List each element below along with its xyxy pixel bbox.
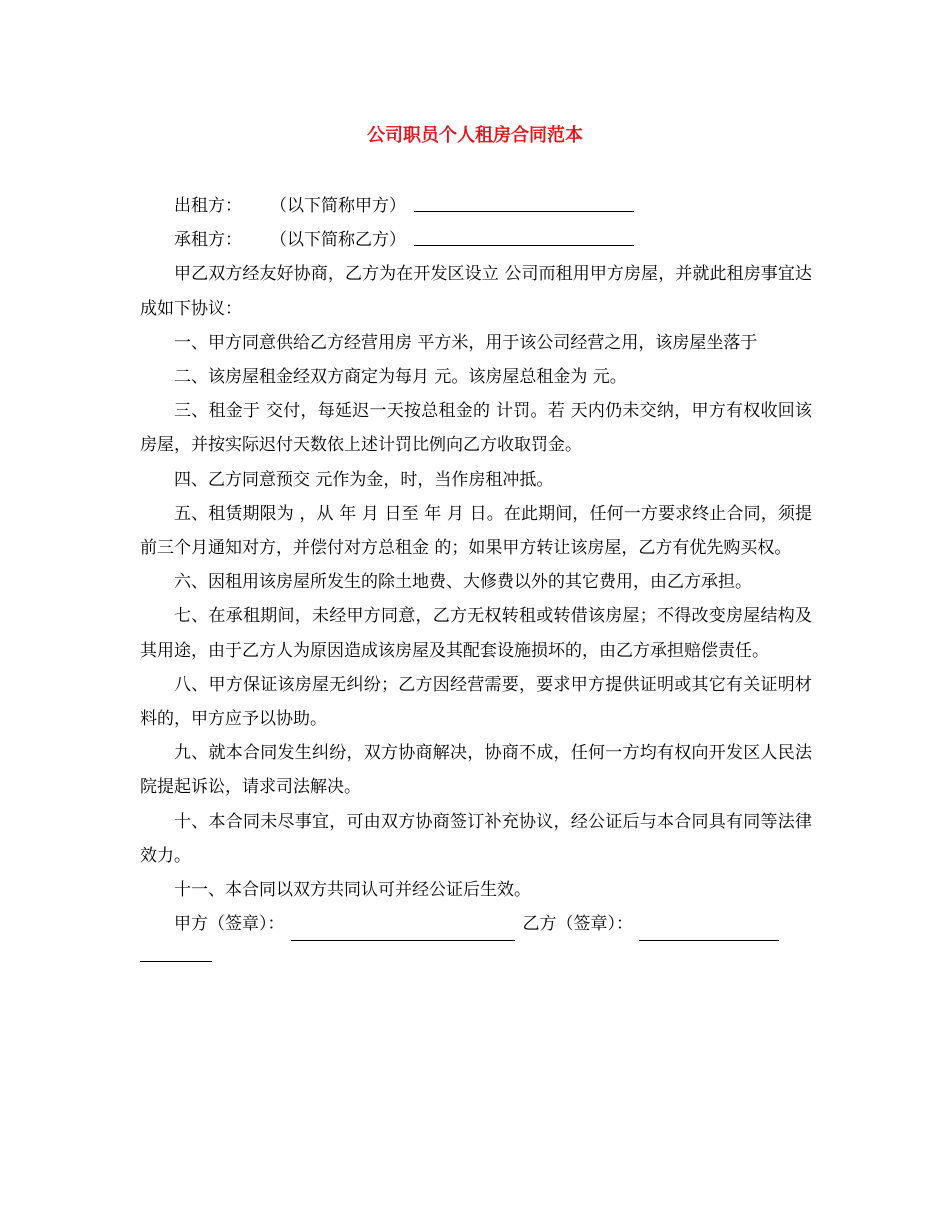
clause-3: 三、租金于 交付，每延迟一天按总租金的 计罚。若 天内仍未交纳，甲方有权收回该房屋，并按实际迟付天数依上述计罚比例向乙方收取罚金。: [140, 401, 812, 456]
party-a-sign-label: 甲方（签章）：: [174, 914, 285, 935]
paragraph-intro: 甲乙双方经友好协商，乙方为在开发区设立 公司而租用甲方房屋，并就此租房事宜达成如下协议：: [140, 264, 812, 319]
clause-10: 十、本合同未尽事宜，可由双方协商签订补充协议，经公证后与本合同具有同等法律效力。: [140, 811, 812, 866]
clause-5: 五、租赁期限为 ，从 年 月 日至 年 月 日。在此期间，任何一方要求终止合同，须提前三个月通知对方，并偿付对方总租金 的；如果甲方转让该房屋，乙方有优先购买权。: [140, 503, 812, 559]
party-b-sign-blank-continued: [140, 941, 212, 962]
lessor-blank: [414, 189, 634, 212]
lessee-label: 承租方：: [174, 230, 242, 251]
clause-11: 十一、本合同以双方共同认可并经公证后生效。: [174, 880, 531, 901]
contract-body: [140, 189, 812, 962]
lessee-note: （以下简称乙方）: [270, 230, 406, 251]
clause-8: 八、甲方保证该房屋无纠纷；乙方因经营需要，要求甲方提供证明或其它有关证明材料的，甲方应予以协助。: [140, 674, 812, 730]
lessor-note: （以下简称甲方）: [270, 196, 406, 216]
clause-2: 二、该房屋租金经双方商定为每月 元。该房屋总租金为 元。: [174, 367, 627, 388]
lessee-line: [140, 223, 812, 257]
party-a-sign-blank: [291, 918, 515, 941]
signature-line: [140, 907, 812, 941]
party-b-sign-label: 乙方（签章）：: [522, 914, 633, 935]
clause-9: 九、就本合同发生纠纷，双方协商解决，协商不成，任何一方均有权向开发区人民法院提起诉讼，请求司法解决。: [140, 743, 812, 798]
clause-7: 七、在承租期间，未经甲方同意，乙方无权转租或转借该房屋；不得改变房屋结构及其用途，由于乙方人为原因造成该房屋及其配套设施损坏的，由乙方承担赔偿责任。: [140, 606, 812, 661]
clause-1: 一、甲方同意供给乙方经营用房 平方米，用于该公司经营之用，该房屋坐落于: [174, 332, 758, 353]
lessor-label: 出租方：: [174, 196, 242, 216]
clause-6: 六、因租用该房屋所发生的除土地费、大修费以外的其它费用，由乙方承担。: [174, 572, 752, 593]
lessor-line: [140, 189, 812, 223]
lessee-blank: [414, 223, 634, 246]
clause-4: 四、乙方同意预交 元作为金，时，当作房租冲抵。: [174, 469, 554, 490]
party-b-sign-blank: [639, 918, 779, 941]
document-title: 公司职员个人租房合同范本: [367, 125, 583, 146]
